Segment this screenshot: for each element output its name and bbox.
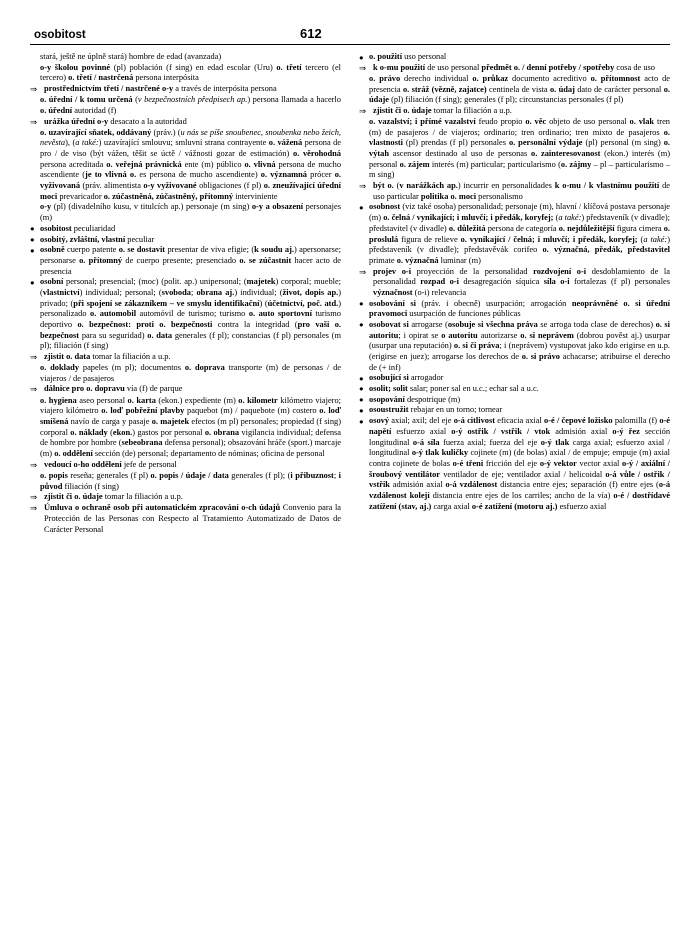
entry-text: prostřednictvím třetí / nastrčené o-y a través de interpósita persona	[44, 84, 277, 94]
arrow-icon: ⇒	[30, 384, 38, 395]
dictionary-entry	[359, 405, 670, 416]
entry-text: osobitost peculiaridad	[40, 223, 116, 233]
dictionary-entry	[30, 492, 341, 503]
bullet-icon: ●	[359, 202, 364, 212]
dictionary-entry	[359, 416, 670, 512]
entry-text: dálnice pro o. dopravu vía (f) de parque	[44, 384, 183, 394]
right-column	[359, 52, 670, 914]
dictionary-entry	[30, 277, 341, 352]
bullet-icon: ●	[30, 245, 35, 255]
bullet-icon: ●	[30, 277, 35, 287]
entry-text: osolit; solit salar; poner sal en u.c.; echar sal a u.c.	[369, 383, 539, 393]
arrow-icon: ⇒	[359, 266, 367, 277]
bullet-icon: ●	[359, 299, 364, 309]
dictionary-entry	[359, 384, 670, 395]
dictionary-entry	[30, 471, 341, 492]
dictionary-entry	[359, 52, 670, 63]
dictionary-entry	[359, 373, 670, 384]
entry-text: projev o-i proyección de la personalidad rozdvojení o-i desdoblamiento de la personalidad rozpad o-i desagregación síquica síla o-i fortalezas (f pl) personales význačnost (o-i) relevancia	[373, 266, 671, 297]
entry-text: osobnost (viz také osoba) personalidad; personaje (m), hlavní / klíčová postava personaje (m) o. čelná / vynikající; i mluvčí; i předák, koryfej; (a také:) představeník (v divadle); představitel (v divadle) o. důležitá persona de categoría o. nejdůležitější figura cimera o. proslulá figura de relieve o. vynikající / čelná; i mluvčí; i předák, koryfej; (a také:) představeník (v divadle); představěvák corifeo o. význačná, předák, představitel primate o. význačná luminar (m)	[369, 202, 671, 265]
entry-text: o. doklady papeles (m pl); documentos o. doprava transporte (m) de personas / de viajeros / de pasajeros	[40, 363, 341, 383]
entry-text: stará, ještě ne úplně stará) hombre de edad (avanzada)	[40, 52, 222, 61]
dictionary-entry	[30, 235, 341, 246]
columns-container	[30, 52, 670, 914]
arrow-icon: ⇒	[30, 503, 38, 514]
entry-text: o. vazalství; i přímé vazalství feudo propio o. věc objeto de uso personal o. vlak tren (m) de pasajeros / de viajeros; ordinario; tren ordinario; tren mixto de pasajeros o. vlastnosti (pl) prendas (f pl) personales o. personální výdaje (pl) personal (m sing) o. výtah ascensor destinado al uso de personas o. zainteresovanost (ekon.) interés (m) personal o. zájem interés (m) particular; particularismo (o. zájmy – pl – particularismo – m sing)	[369, 117, 671, 180]
dictionary-entry	[359, 267, 670, 299]
entry-text: vedoucí o-ho oddělení jefe de personal	[44, 459, 177, 469]
bullet-icon: ●	[359, 320, 364, 330]
dictionary-entry	[30, 63, 341, 84]
bullet-icon: ●	[359, 373, 364, 383]
dictionary-entry	[30, 396, 341, 460]
arrow-icon: ⇒	[30, 459, 38, 470]
running-headword: osobitost	[34, 29, 86, 41]
arrow-icon: ⇒	[359, 62, 367, 73]
arrow-icon: ⇒	[30, 84, 38, 95]
dictionary-entry	[359, 395, 670, 406]
entry-text: o. popis reseña; generales (f pl) o. popis / údaje / data generales (f pl); (i přibuznost; i původ filiación (f sing)	[40, 470, 341, 491]
entry-text: Úmluva o ochraně osob při automatickém zpracování o-ch údajů Convenio para la Protección de las Personas con Respecto al Tratamiento Automatizado de Datos de Carácter Personal	[44, 503, 341, 534]
left-column	[30, 52, 341, 914]
arrow-icon: ⇒	[359, 105, 367, 116]
dictionary-entry	[359, 202, 670, 266]
entry-text: o. úřední / k tomu určená (v bezpečnostních předpisech ap.) persona llamada a hacerlo o. úřední autoridad (f)	[40, 95, 341, 115]
entry-text: o. hygiena aseo personal o. karta (ekon.) expediente (m) o. kilometr kilómetro viajero; viajero kilómetro o. loď pobřežní plavby paquebot (m) / paquebote (m) costero o. loď smíšená navío de carga y pasaje o. majetek efectos (m pl) personales; propiedad (f sing) corporal o. náklady (ekon.) gastos por personal o. obrana vigilancia individual; defensa de hombre por hombre (sebeobrana defensa personal); obsazování hráče (sport.) marcaje (m) o. oddělení sección (de) personal; departamento de nóminas; oficina de personal	[40, 395, 342, 459]
entry-text: k o-mu použití de uso personal předmět o. / denní potřeby / spotřeby cosa de uso	[373, 62, 655, 72]
entry-text: osobování si (práv. i obecně) usurpación; arrogación neoprávněné o. si úřední pravomoci usurpación de funciones públicas	[369, 298, 670, 319]
entry-text: zjistit o. data tomar la filiación a u.p.	[44, 351, 171, 361]
entry-text: osobovat si arrogarse (osobuje si všechna práva se arroga toda clase de derechos) o. si autoritu; i opirat se o autoritu autorizarse o. si neprávem (dobrou pověst aj.) usurpar (usurpar una reputación) o. si či práva; i (neprávem) vystupovat jako kdo erigirse en u.p. (erigirse en juez); arrogarse los derechos de o. si právo achacarse; atribuirse el derecho de (+ inf)	[369, 319, 671, 372]
bullet-icon: ●	[359, 405, 364, 415]
entry-text: být o. (v narážkách ap.) incurrir en personalidades k o-mu / k vlastnímu použití de uso particular politika o. moci personalismo	[373, 181, 670, 201]
entry-text: o-y (pl) (divadelního kusu, v titulcích ap.) personaje (m sing) o-y a obsazení personajes (m)	[40, 202, 341, 223]
dictionary-entry	[30, 117, 341, 128]
page-number: 612	[300, 26, 322, 41]
dictionary-entry	[30, 128, 341, 203]
entry-text: osobní personal; presencial; (moc) (polit. ap.) unipersonal; (majetek) corporal; mueble; (vlastnictví) individual; personal; (svoboda; obrana aj.) individual; (život, dopis ap.) privado; (při spojení se zákazníkem – ve smyslu identifikační) (účetnictví, poč. atd.) personalizado o. automobil automóvil de turismo; turismo o. auto sportovní turismo deportivo o. bezpečnost: proti o. bezpečnosti contra la integridad (pro vaši o. bezpečnost para su seguridad) o. data generales (f pl); constancias (f pl) personales (m pl); filiación (f sing)	[40, 277, 341, 351]
dictionary-entry	[359, 106, 670, 117]
arrow-icon: ⇒	[30, 492, 38, 503]
entry-text: osoustružit rebajar en un torno; tornear	[369, 405, 503, 415]
entry-text: o. použití uso personal	[369, 52, 447, 61]
dictionary-entry	[30, 352, 341, 363]
dictionary-entry	[30, 363, 341, 384]
dictionary-entry	[30, 95, 341, 116]
dictionary-entry	[359, 63, 670, 74]
arrow-icon: ⇒	[30, 351, 38, 362]
dictionary-entry	[30, 202, 341, 223]
entry-text: osobně cuerpo patente o. se dostavit presentar de viva efigie; (k soudu aj.) apersonarse; personarse o. přítomný de cuerpo presente; presenciado o. se zúčastnit hacer acto de presencia	[40, 245, 342, 276]
entry-text: o-y školou povinné (pl) población (f sing) en edad escolar (Uru) o. třetí tercero (el tercero) o. třetí / nastrčená persona interpósita	[40, 62, 341, 83]
entry-text: urážka úřední o-y desacato a la autoridad	[44, 116, 187, 126]
bullet-icon: ●	[30, 224, 35, 234]
dictionary-entry	[359, 181, 670, 202]
dictionary-entry	[30, 52, 341, 63]
dictionary-entry	[359, 74, 670, 106]
entry-text: zjistit či o. údaje tomar la filiación a u.p.	[373, 105, 512, 115]
entry-text: o. uzavírající sňatek, oddávaný (práv.) (u nás se píše snoubenec, snoubenka nebo žeich, nevěsta), (a také:) uzavírající smlouvu; smluvní strana contrayente o. vážená persona de pro / de viso (být vážen, těšit se úctě / vážnosti gozar de estimación) o. věrohodná persona acreditada o. veřejná právnická ente (m) público o. vlivná persona de mucho ascendiente (je to vlivná o. es persona de mucho ascendiente) o. významná prócer o. vyživovaná (práv. alimentista o-y vyživované obligaciones (f pl) o. zneužívající úřední moci prevaricador o. zúčastněná, zúčastněný, přítomný interviniente	[40, 127, 342, 201]
entry-text: zjistit či o. údaje tomar la filiación a u.p.	[44, 492, 183, 502]
arrow-icon: ⇒	[359, 181, 367, 192]
entry-text: o. právo derecho individual o. průkaz documento acreditivo o. přítomnost acto de presencia o. stráž (vězně, zajatce) centinela de vista o. údaj dato de carácter personal o. údaje (pl) filiación (f sing); generales (f pl); circunstancias personales (f pl)	[369, 73, 671, 105]
dictionary-entry	[359, 299, 670, 320]
dictionary-entry	[30, 503, 341, 535]
bullet-icon: ●	[359, 384, 364, 394]
bullet-icon: ●	[359, 52, 364, 62]
entry-text: osobující si arrogador	[369, 373, 444, 383]
dictionary-entry	[30, 84, 341, 95]
dictionary-entry	[30, 245, 341, 277]
bullet-icon: ●	[359, 395, 364, 405]
arrow-icon: ⇒	[30, 116, 38, 127]
entry-text: osopování despotrique (m)	[369, 394, 461, 404]
dictionary-entry	[30, 384, 341, 395]
dictionary-entry	[359, 117, 670, 181]
bullet-icon: ●	[30, 235, 35, 244]
dictionary-entry	[30, 224, 341, 235]
dictionary-entry	[359, 320, 670, 373]
dictionary-entry	[30, 460, 341, 471]
entry-text: osový axial; axil; del eje o-á citlivost eficacia axial o-é / čepové ložisko palomilla (f) o-é napětí esfuerzo axial o-ý ostřik / vstřik / vtok admisión axial o-ý řez sección longitudinal o-á síla fuerza axial; fuerza del eje o-ý tlak carga axial; esfuerzo axial / longitudinal o-ý tlak kuličky cojinete (m) (de bolas) axial / de empuje; empuje (m) axial contra cojinete de bolas o-é třeni fricción del eje o-ý vektor vector axial o-ý / axiální / šroubový ventilátor ventilador de eje; ventilador axial / helicoidal o-á vůle / ostřik / vstřik admisión axial o-á vzdálenost distancia entre ejes; separación (f) entre ejes (o-á vzdálenost kolejí distancia entre ejes de los carriles; ancho de la vía) o-é / dostřídavé zatížení (stav, aj.) carga axial o-é zatížení (motoru aj.) esfuerzo axial	[369, 416, 671, 511]
bullet-icon: ●	[359, 416, 364, 426]
entry-text: osobitý, zvláštní, vlastní peculiar	[40, 234, 155, 244]
page-header	[30, 26, 670, 45]
